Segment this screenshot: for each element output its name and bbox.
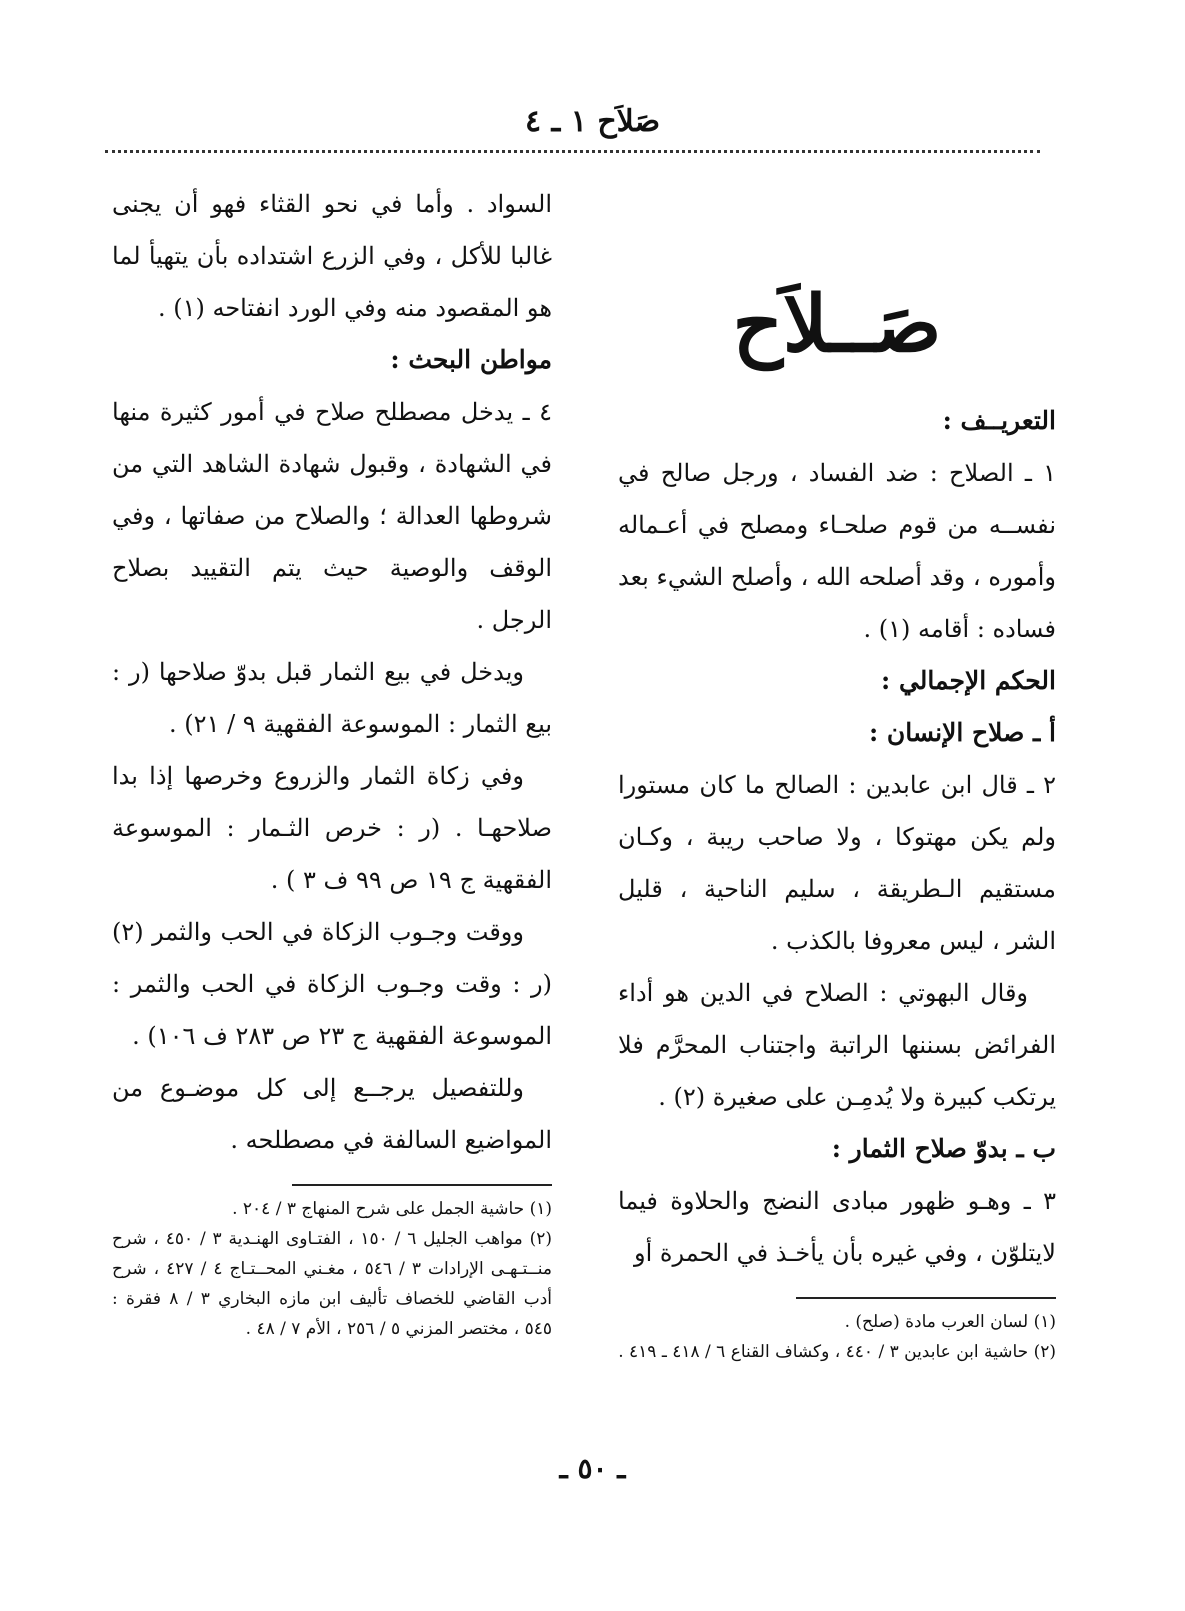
footnote: (٢) حاشية ابن عابدين ٣ / ٤٤٠ ، وكشاف القناع ٦ / ٤١٨ ـ ٤١٩ .	[618, 1342, 1056, 1362]
heading-general-ruling: الحكم الإجمالي :	[881, 666, 1056, 695]
paragraph-7: ووقت وجـوب الزكاة في الحب والثمر (٢) (ر : وقت وجـوب الزكاة في الحب والثمر : الموسوعة الفقهية ج ٢٣ ص ٢٨٣ ف ١٠٦) .	[112, 918, 552, 1050]
right-column	[618, 170, 1056, 1367]
heading-b: ب ـ بدوّ صلاح الثمار :	[831, 1134, 1056, 1163]
paragraph-continued: السواد . وأما في نحو القثاء فهو أن يجنى غالبا للأكل ، وفي الزرع اشتداده بأن يتهيأ لما هو المقصود منه وفي الورد انفتاحه (١) .	[112, 190, 552, 322]
footnotes-left	[112, 1194, 552, 1344]
footnote-divider	[292, 1184, 552, 1186]
paragraph-6: وفي زكاة الثمار والزروع وخرصها إذا بدا صلاحهـا . (ر : خرص الثـمار : الموسوعة الفقهية ج ١٩ ص ٩٩ ف ٣ ) .	[112, 762, 552, 894]
paragraph-2b: وقال البهوتي : الصلاح في الدين هو أداء الفرائض بسننها الراتبة واجتناب المحرَّم فلا يرتكب كبيرة ولا يُدمِـن على صغيرة (٢) .	[618, 979, 1056, 1111]
footnotes-right	[618, 1307, 1056, 1367]
paragraph-4: ٤ ـ يدخل مصطلح صلاح في أمور كثيرة منها في الشهادة ، وقبول شهادة الشاهد التي من شروطها العدالة ؛ والصلاح من صفاتها ، وفي الوقف والوصية حيث يتم التقييد بصلاح الرجل .	[112, 398, 552, 634]
heading-definition: التعريــف :	[942, 406, 1056, 435]
paragraph-2: ٢ ـ قال ابن عابدين : الصالح ما كان مستورا ولم يكن مهتوكا ، ولا صاحب ريبة ، وكـان مستقيم الـطريقة ، سليم الناحية ، قليل الشر ، ليس معروفا بالكذب .	[618, 771, 1056, 955]
footnote: (١) حاشية الجمل على شرح المنهاج ٣ / ٢٠٤ .	[232, 1199, 552, 1219]
paragraph-3: ٣ ـ وهـو ظهور مبادى النضج والحلاوة فيما لايتلوّن ، وفي غيره بأن يأخـذ في الحمرة أو	[618, 1187, 1056, 1267]
footnote: (٢) مواهب الجليل ٦ / ١٥٠ ، الفتـاوى الهنـدية ٣ / ٤٥٠ ، شرح منــتـهـى الإرادات ٣ / ٥٤٦ ، مغـني المحــتـاج ٤ / ٤٢٧ ، شرح أدب القاضي للخصاف تأليف ابن مازه البخاري ٣ / ٨ فقرة : ٥٤٥ ، مختصر المزني ٥ / ٢٥٦ ، الأم ٧ / ٤٨ .	[112, 1229, 552, 1339]
entry-title: صَــلاَح	[732, 279, 942, 370]
heading-research-areas: مواطن البحث :	[390, 345, 552, 374]
left-column	[112, 178, 552, 1344]
heading-a: أ ـ صلاح الإنسان :	[868, 718, 1056, 747]
paragraph-1: ١ ـ الصلاح : ضد الفساد ، ورجل صالح في نفســه من قوم صلحـاء ومصلح في أعـماله وأموره ، وقد أصلحه الله ، وأصلح الشيء بعد فساده : أقامه (١) .	[618, 459, 1056, 643]
footnote-divider	[796, 1297, 1056, 1299]
header-divider	[105, 150, 1040, 153]
footnote: (١) لسان العرب مادة (صلح) .	[844, 1312, 1056, 1332]
running-header: صَلاَح ١ ـ ٤	[524, 104, 661, 139]
paragraph-5: ويدخل في بيع الثمار قبل بدوّ صلاحها (ر : بيع الثمار : الموسوعة الفقهية ٩ / ٢١) .	[112, 658, 552, 738]
page-number: ـ ٥٠ ـ	[559, 1452, 626, 1485]
paragraph-8: وللتفصيل يرجــع إلى كل موضـوع من المواضيع السالفة في مصطلحه .	[112, 1074, 552, 1154]
